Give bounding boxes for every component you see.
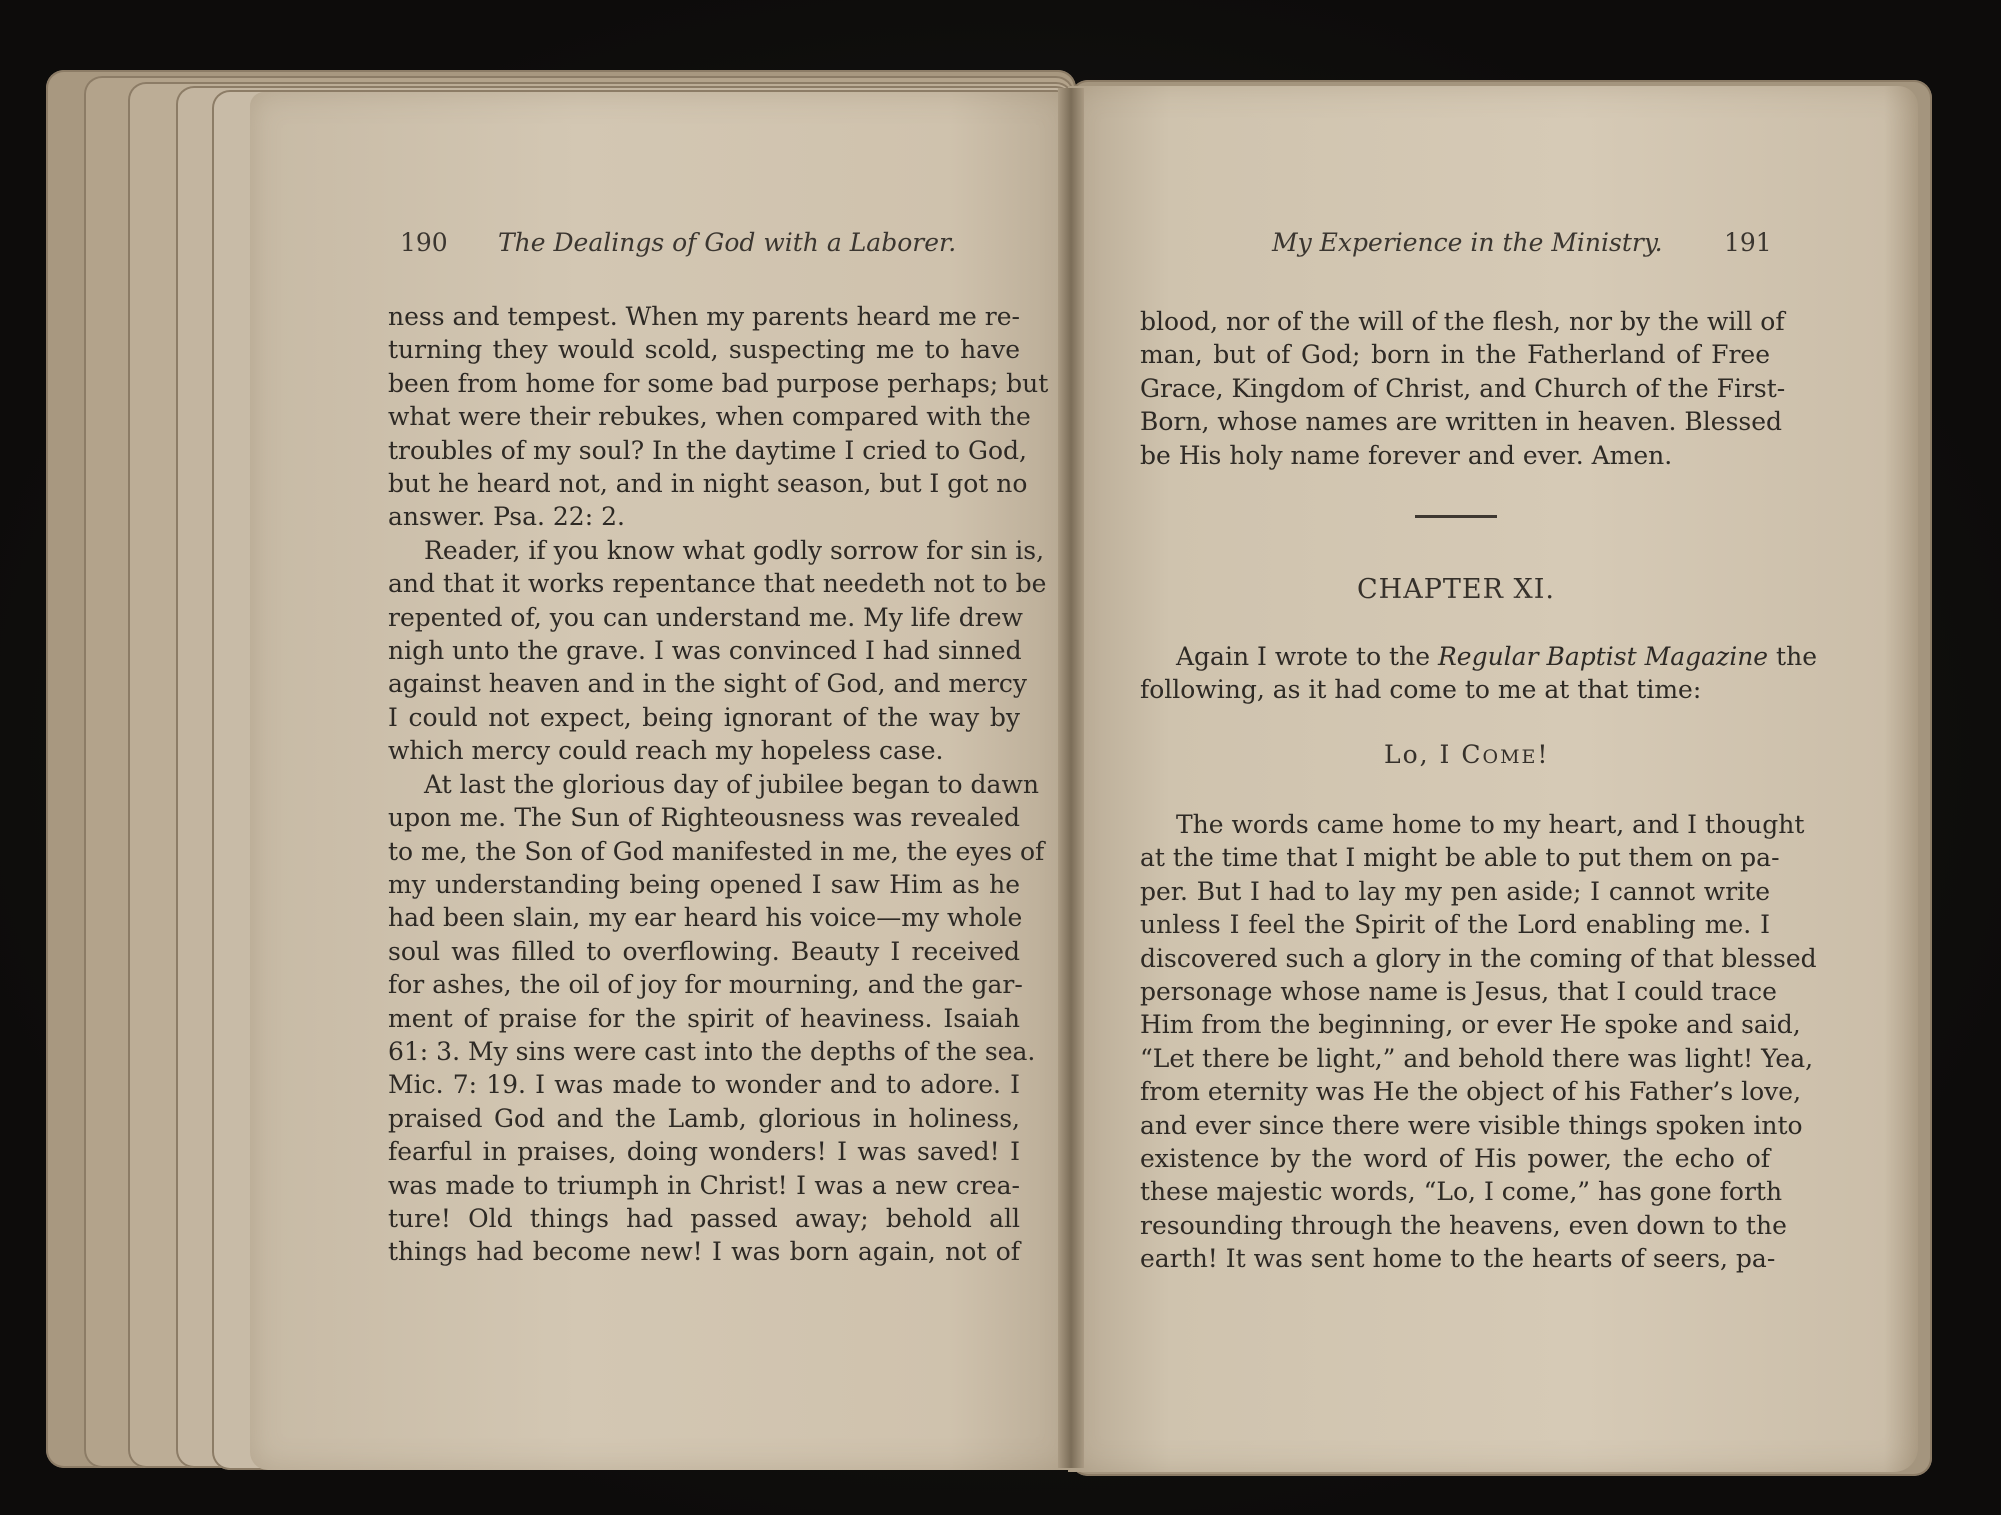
text-line: earth! It was sent home to the hearts of seers, pa- [1140,1244,1776,1274]
poem-title-lead: Lo, I C [1384,740,1483,769]
text-line: 61: 3. My sins were cast into the depths of the sea. [388,1036,1036,1066]
text-line: from eternity was He the object of his Father’s love, [1140,1077,1802,1107]
text-line: which mercy could reach my hopeless case. [388,736,944,766]
text-line: Grace, Kingdom of Christ, and Church of the First- [1140,373,1786,403]
text-line: what were their rebukes, when compared with the [388,402,1031,432]
right-running-title: My Experience in the Ministry. [1272,228,1663,257]
poem-title-end: ! [1537,740,1550,769]
text-line: Born, whose names are written in heaven. Blessed [1140,407,1783,437]
right-page-body [1140,808,1817,1276]
text-line: for ashes, the oil of joy for mourning, and the gar- [388,970,1023,1000]
text-line: was made to triumph in Christ! I was a new crea- [388,1170,1020,1200]
text-line: Him from the beginning, or ever He spoke and said, [1140,1010,1801,1040]
text-line: praised God and the Lamb, glorious in holiness, [388,1103,1020,1133]
right-page-top-text [1140,305,1786,472]
right-page-number: 191 [1724,228,1772,257]
text-line: turning they would scold, suspecting me to have [388,335,1020,365]
left-page-text [388,300,1049,1269]
intro-suffix: the [1768,642,1817,671]
chapter-intro [1140,640,1817,707]
text-line: fearful in praises, doing wonders! I was saved! I [388,1137,1020,1167]
text-line: I could not expect, being ignorant of the way by [388,702,1020,732]
text-line: to me, the Son of God manifested in me, the eyes of [388,836,1045,866]
text-line: troubles of my soul? In the daytime I cried to God, [388,435,1027,465]
text-line: but he heard not, and in night season, but I got no [388,469,1028,499]
text-line: resounding through the heavens, even down to the [1140,1210,1787,1240]
intro-prefix: Again I wrote to the [1176,642,1438,671]
chapter-heading: CHAPTER XI. [1357,574,1555,605]
text-line: these majestic words, “Lo, I come,” has gone forth [1140,1177,1783,1207]
text-line: existence by the word of His power, the echo of [1140,1144,1770,1174]
text-line: ness and tempest. When my parents heard me re- [388,302,1020,331]
book-gutter [1058,88,1084,1468]
text-line: per. But I had to lay my pen aside; I cannot write [1140,876,1770,906]
text-line: ment of praise for the spirit of heaviness. Isaiah [388,1003,1020,1033]
text-line: been from home for some bad purpose perhaps; but [388,368,1049,398]
text-line: repented of, you can understand me. My life drew [388,602,1023,632]
section-divider [1415,515,1497,518]
text-line: nigh unto the grave. I was convinced I had sinned [388,636,1022,666]
text-line: had been slain, my ear heard his voice—my whole [388,903,1023,933]
text-line: “Let there be light,” and behold there was light! Yea, [1140,1043,1814,1073]
left-running-title: The Dealings of God with a Laborer. [498,228,957,257]
text-line: things had become new! I was born again, not of [388,1237,1020,1267]
text-line: my understanding being opened I saw Him as he [388,869,1020,899]
text-line: soul was filled to overflowing. Beauty I received [388,936,1020,966]
left-page-number: 190 [400,228,448,257]
text-line: and that it works repentance that needeth not to be [388,569,1047,599]
text-line: man, but of God; born in the Fatherland of Free [1140,340,1770,370]
text-line: ture! Old things had passed away; behold all [388,1203,1020,1233]
text-line: at the time that I might be able to put them on pa- [1140,843,1780,873]
text-line: personage whose name is Jesus, that I could trace [1140,977,1777,1007]
poem-title [1384,740,1549,769]
text-line: following, as it had come to me at that time: [1140,675,1702,705]
text-line: Mic. 7: 19. I was made to wonder and to adore. I [388,1070,1020,1100]
text-line: discovered such a glory in the coming of that blessed [1140,943,1817,973]
poem-title-smallcaps: OME [1482,746,1538,768]
text-line: answer. Psa. 22: 2. [388,502,625,532]
magazine-name: Regular Baptist Magazine [1437,642,1769,671]
text-line: The words came home to my heart, and I thought [1176,810,1805,839]
text-line: blood, nor of the will of the flesh, nor by the will of [1140,307,1785,336]
text-line: be His holy name forever and ever. Amen. [1140,440,1673,470]
text-line: upon me. The Sun of Righteousness was revealed [388,803,1020,833]
text-line: Reader, if you know what godly sorrow for sin is, [424,535,1045,565]
text-line: At last the glorious day of jubilee began to dawn [424,769,1039,799]
text-line [1140,640,1817,673]
text-line: unless I feel the Spirit of the Lord enabling me. I [1140,910,1770,940]
text-line: and ever since there were visible things spoken into [1140,1110,1803,1140]
text-line: against heaven and in the sight of God, and mercy [388,669,1028,699]
